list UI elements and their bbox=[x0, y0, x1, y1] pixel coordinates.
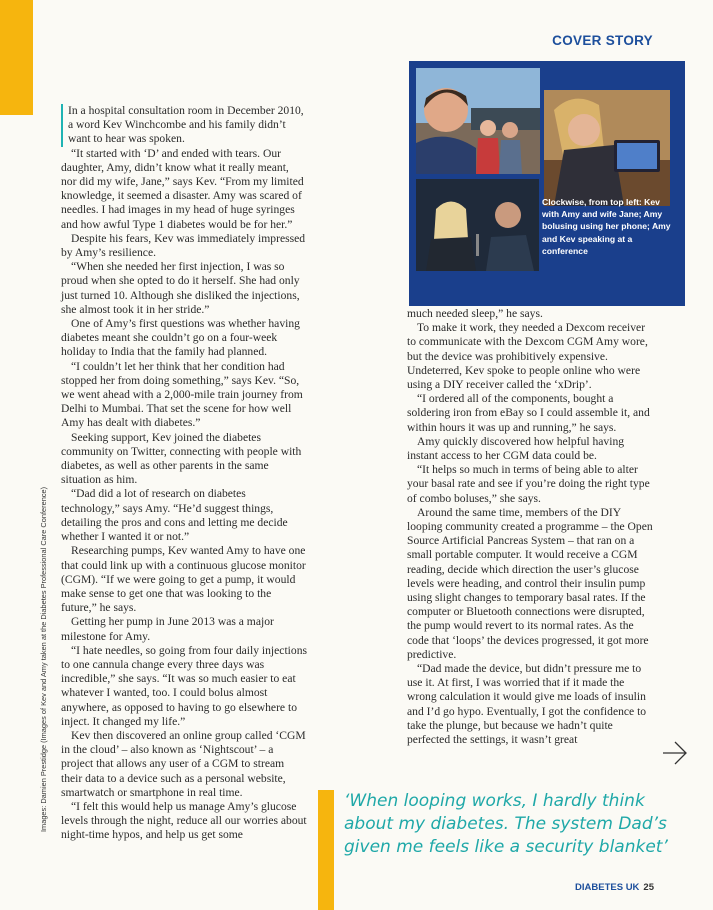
paragraph: Getting her pump in June 2013 was a major milestone for Amy. bbox=[61, 615, 274, 643]
article-column-right bbox=[407, 307, 656, 747]
photo-amy-bolusing bbox=[544, 90, 670, 206]
paragraph: “I ordered all of the components, bought a soldering iron from eBay so I could assemble it, and within hours it was up and running,” he says. bbox=[407, 392, 650, 434]
paragraph: “When she needed her first injection, I was so proud when she opted to do it herself. She had only just turned 10. Although she disliked the injections, she almost took it in her stride.” bbox=[61, 260, 300, 316]
section-label: COVER STORY bbox=[552, 33, 653, 48]
paragraph: “Dad made the device, but didn’t pressure me to use it. At first, I was worried that if it made the wrong calculation it would give me loads of insulin and I’d go hypo. Eventually, I got the confidence to take the plunge, but because we hadn’t quite perfected the settings, it wasn’t great bbox=[407, 662, 647, 747]
photo-conference bbox=[416, 179, 539, 271]
paragraph: “I felt this would help us manage Amy’s glucose levels through the night, reduce all our worries about night-time hypos, and help us get some bbox=[61, 799, 307, 842]
photo-collage bbox=[409, 61, 685, 306]
paragraph: “Dad did a lot of research on diabetes technology,” says Amy. “He’d suggest things, detailing the pros and cons and letting me decide whether I wanted it or not.” bbox=[61, 487, 288, 544]
paragraph: much needed sleep,” he says. bbox=[407, 307, 543, 320]
photo-caption: Clockwise, from top left: Kev with Amy and wife Jane; Amy bolusing using her phone; Amy and Kev speaking at a conference bbox=[542, 197, 671, 256]
image-credit: Images: Damien Prestidge (Images of Kev and Amy taken at the Diabetes Professional Care Conference) bbox=[39, 486, 48, 832]
photo-kev-amy-jane bbox=[416, 68, 540, 174]
paragraph: Researching pumps, Kev wanted Amy to have one that could link up with a continuous glucose monitor (CGM). “If we were going to get a pump, it would make sense to get one that was looking to the future,” he says. bbox=[61, 544, 306, 615]
article-column-left bbox=[61, 104, 307, 843]
color-tab-bottom bbox=[318, 790, 334, 910]
paragraph: “I couldn’t let her think that her condition had stopped her from doing something,” says Kev. “So, we went ahead with a 2,000-mile train journey from Delhi to Mumbai. That set the scene for how well Amy has dealt with diabetes.” bbox=[61, 359, 303, 430]
paragraph: Around the same time, members of the DIY looping community created a programme – the Open Source Artificial Pancreas System – that ran on a small portable computer. It would receive a CGM reading, decide which direction the user’s glucose levels were heading, and control their insulin pump using slight changes to temporary basal rates. If the computer or Bluetooth connections were disrupted, the pump would revert to its normal rates. As the code that ‘loops’ the devices progressed, it got more predictive. bbox=[407, 505, 653, 661]
page-footer bbox=[575, 882, 654, 893]
paragraph: One of Amy’s first questions was whether having diabetes meant she couldn’t go on a four-week holiday to India that the family had planned. bbox=[61, 317, 300, 359]
paragraph: “It helps so much in terms of being able to alter your basal rate and see if you’re doing the right type of combo boluses,” she says. bbox=[407, 463, 650, 505]
paragraph: To make it work, they needed a Dexcom receiver to communicate with the Dexcom CGM Amy wore, but the device was prohibitively expensive. Undeterred, Kev spoke to people online who were using a DIY receiver called the ‘xDrip’. bbox=[407, 321, 648, 392]
paragraph: Despite his fears, Kev was immediately impressed by Amy’s resilience. bbox=[61, 231, 306, 260]
paragraph: In a hospital consultation room in December 2010, a word Kev Winchcombe and his family didn’t want to hear was spoken. bbox=[61, 104, 307, 147]
paragraph: “It started with ‘D’ and ended with tears. Our daughter, Amy, didn’t know what it really meant, nor did my wife, Jane,” says Kev. “From my limited knowledge, it seemed a disaster. Amy was scared of needles. I had images in my head of huge syringes and how awful Type 1 diabetes would be for her.” bbox=[61, 146, 304, 231]
continue-arrow-icon bbox=[661, 739, 689, 767]
publication-logo: DIABETES UK bbox=[575, 882, 640, 893]
paragraph: “I hate needles, so going from four daily injections to one cannula change every three days was incredible,” she says. “It was so much easier to eat whatever I wanted, too. I could bolus almost anywhere, as opposed to having to go elsewhere to inject. It changed my life.” bbox=[61, 643, 307, 728]
page-number: 25 bbox=[643, 882, 654, 893]
color-tab-top bbox=[0, 0, 33, 115]
pull-quote: ‘When looping works, I hardly think about my diabetes. The system Dad’s given me feels like a security blanket’ bbox=[344, 791, 668, 858]
paragraph: Seeking support, Kev joined the diabetes community on Twitter, connecting with people with diabetes, as well as other parents in the same situation as him. bbox=[61, 430, 302, 487]
paragraph: Kev then discovered an online group called ‘CGM in the cloud’ – also known as ‘Nightscout’ – a project that allows any user of a CGM to stream their data to a device such as a personal website, smartwatch or smartphone in real time. bbox=[61, 728, 306, 799]
paragraph: Amy quickly discovered how helpful having instant access to her CGM data could be. bbox=[407, 434, 625, 463]
